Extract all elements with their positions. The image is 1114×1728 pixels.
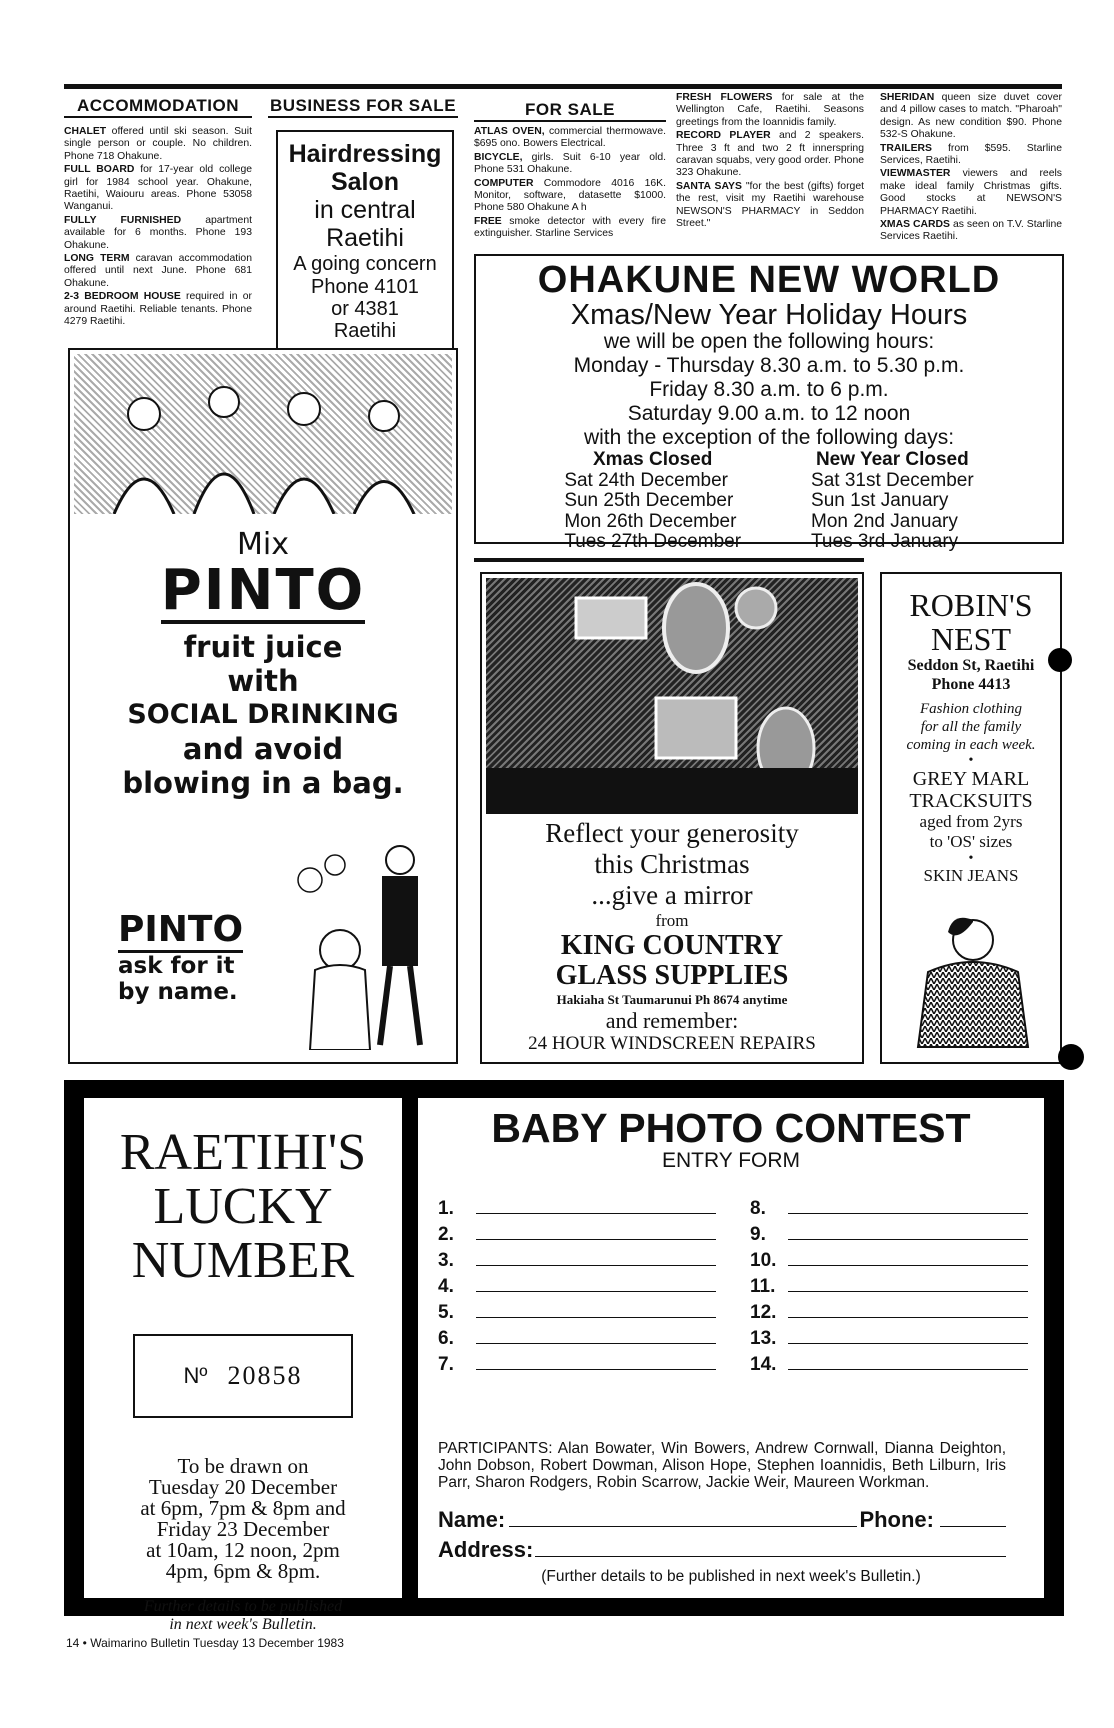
draw-line2: Tuesday 20 December <box>148 1475 338 1499</box>
classified-item <box>676 181 864 231</box>
classified-text: commercial thermowave. $695 ono. Bowers Electrical. <box>474 126 666 150</box>
classified-lead: FULL BOARD <box>64 164 135 176</box>
robins-item1a: GREY MARL <box>912 768 1030 790</box>
phone-field[interactable] <box>940 1525 1006 1527</box>
entry-blank-field[interactable] <box>788 1264 1028 1266</box>
classified-item <box>64 164 252 214</box>
robins-item3: SKIN JEANS <box>923 866 1019 885</box>
new-world-ad <box>474 254 1064 552</box>
glass-from: from <box>655 911 689 930</box>
number-label: Nº <box>183 1363 208 1388</box>
glass-line2: this Christmas <box>594 849 750 879</box>
entry-number: 12. <box>750 1302 777 1323</box>
bullet-icon: • <box>968 753 974 768</box>
classified-item <box>880 168 1062 218</box>
entry-blank-field[interactable] <box>788 1342 1028 1344</box>
xmas-day: Sat 24th December <box>564 469 729 491</box>
newyear-day: Mon 2nd January <box>811 510 958 532</box>
entry-blank-field[interactable] <box>476 1368 716 1370</box>
entry-blank-field[interactable] <box>788 1316 1028 1318</box>
entries-right <box>750 1194 1028 1376</box>
draw-line3: at 6pm, 7pm & 8pm and <box>140 1496 346 1520</box>
mirror-photo <box>486 578 858 814</box>
entry-number: 14. <box>750 1354 777 1375</box>
classified-lead: CHALET <box>64 126 107 137</box>
entry-row <box>750 1298 1028 1324</box>
entry-number: 9. <box>750 1224 766 1245</box>
entry-row <box>750 1324 1028 1350</box>
new-world-line5: with the exception of the following days: <box>583 426 955 449</box>
lucky-title2: LUCKY <box>153 1178 333 1235</box>
entry-row <box>438 1220 716 1246</box>
party-crowd-svg <box>74 354 452 514</box>
classified-lead: COMPUTER <box>474 177 534 189</box>
newyear-day: Sun 1st January <box>811 490 949 511</box>
page-footer: 14 • Waimarino Bulletin Tuesday 13 December 1983 <box>66 1636 344 1650</box>
draw-line4: Friday 23 December <box>156 1517 330 1541</box>
robins-tag1: Fashion clothing <box>919 701 1023 717</box>
classified-item <box>64 215 252 252</box>
classified-lead: VIEWMASTER <box>880 168 951 180</box>
classified-item <box>474 126 666 151</box>
classified-lead: SHERIDAN <box>880 92 935 103</box>
pinto-logo: PINTO <box>160 558 366 623</box>
phone-label: Phone: <box>859 1507 934 1532</box>
classified-item <box>474 178 666 215</box>
new-world-subtitle: Xmas/New Year Holiday Hours <box>570 299 968 331</box>
entry-number: 10. <box>750 1250 777 1271</box>
lucky-number-box <box>133 1334 353 1418</box>
entry-row <box>438 1246 716 1272</box>
entry-number: 3. <box>438 1250 454 1271</box>
address-label: Address: <box>438 1537 534 1562</box>
pinto-line2: with <box>227 664 299 698</box>
glass-name2: GLASS SUPPLIES <box>555 960 789 991</box>
for-sale-list-3 <box>880 92 1062 245</box>
classified-lead: 2-3 BEDROOM HOUSE <box>64 291 181 303</box>
entry-number: 6. <box>438 1328 454 1349</box>
classified-lead: FREE <box>474 215 502 227</box>
entry-blank-field[interactable] <box>476 1238 716 1240</box>
entry-row <box>750 1194 1028 1220</box>
hairdressing-title: Hairdressing <box>288 140 442 168</box>
glass-repairs: 24 HOUR WINDSCREEN REPAIRS <box>528 1033 816 1054</box>
binding-hole <box>1048 648 1072 672</box>
baby-photo-contest-panel <box>418 1098 1044 1598</box>
new-world-line3: Friday 8.30 a.m. to 6 p.m. <box>649 378 889 401</box>
hairdressing-line4: Phone 4101 <box>311 276 419 298</box>
pinto-mix: Mix <box>237 527 289 562</box>
newyear-day: Tues 3rd January <box>811 531 959 552</box>
newyear-day: Sat 31st December <box>811 469 974 491</box>
classified-text: viewers and reels make ideal family Christmas gifts. Good stocks at NEWSON'S PHARMACY Raetihi. <box>880 168 1062 217</box>
classified-text: Commodore 4016 16K. Monitor, software, datasette $1000. Phone 580 Ohakune A h <box>474 177 666 214</box>
name-label: Name: <box>438 1507 506 1532</box>
classified-item <box>64 291 252 328</box>
xmas-closed-list <box>564 450 741 553</box>
entry-number: 11. <box>750 1276 776 1297</box>
entry-blank-field[interactable] <box>788 1238 1028 1240</box>
entry-row <box>750 1246 1028 1272</box>
classified-lead: SANTA SAYS <box>676 180 742 192</box>
entry-number: 5. <box>438 1302 454 1323</box>
classified-item <box>474 152 666 177</box>
name-field[interactable] <box>509 1525 857 1527</box>
entry-blank-field[interactable] <box>476 1212 716 1214</box>
hairdressing-ad <box>276 130 454 350</box>
entry-number: 8. <box>750 1198 766 1219</box>
for-sale-list-2 <box>676 92 864 231</box>
pinto-line4: and avoid <box>182 732 344 766</box>
classified-lead: TRAILERS <box>880 142 932 154</box>
classified-lead: ATLAS OVEN, <box>474 126 545 137</box>
classified-text: "for the best (gifts) forget the rest, visit my Raetihi warehouse NEWSON'S PHARMACY in Seddon Street." <box>676 180 864 230</box>
draw-line5: at 10am, 12 noon, 2pm <box>146 1538 340 1562</box>
classified-item <box>64 253 252 290</box>
glass-address: Hakiaha St Taumarunui Ph 8674 anytime <box>556 992 788 1007</box>
address-field[interactable] <box>535 1555 1006 1557</box>
classified-lead: FRESH FLOWERS <box>676 92 773 103</box>
top-rule <box>64 84 1062 89</box>
for-sale-column <box>474 96 666 242</box>
xmas-day: Sun 25th December <box>564 490 734 511</box>
robins-item2b: to 'OS' sizes <box>929 832 1013 851</box>
robins-street: Seddon St, Raetihi <box>907 657 1035 674</box>
xmas-day: Tues 27th December <box>564 531 742 552</box>
for-sale-heading: FOR SALE <box>474 100 666 122</box>
contest-subtitle: ENTRY FORM <box>661 1149 801 1172</box>
glass-name1: KING COUNTRY <box>560 930 784 961</box>
entry-row <box>750 1272 1028 1298</box>
hairdressing-line5: or 4381 <box>331 298 399 320</box>
classified-item <box>64 126 252 163</box>
entry-row <box>750 1350 1028 1376</box>
classified-lead: LONG TERM <box>64 253 130 265</box>
robins-tag3: coming in each week. <box>906 737 1036 753</box>
binding-hole <box>1058 1044 1084 1070</box>
accommodation-heading: ACCOMMODATION <box>64 96 252 118</box>
classified-item <box>474 216 666 241</box>
entry-blank-field[interactable] <box>788 1212 1028 1214</box>
robins-item1b: TRACKSUITS <box>909 790 1033 812</box>
pinto-line1: fruit juice <box>183 630 343 664</box>
classified-text: smoke detector with every fire extinguisher. Starline Services <box>474 215 666 240</box>
classified-text: queen size duvet cover and 4 pillow cases to match. "Pharoah" design. As new condition $90. Phone 532-S Ohakune. <box>880 92 1062 141</box>
entry-number: 1. <box>438 1198 454 1219</box>
bullet-icon: • <box>968 851 974 866</box>
draw-line6: 4pm, 6pm & 8pm. <box>165 1559 321 1583</box>
lucky-footnote1: Further details to be published <box>143 1598 343 1615</box>
lucky-number: 20858 <box>227 1361 303 1390</box>
glass-supplies-ad <box>480 572 864 1064</box>
newyear-closed-list <box>811 450 974 553</box>
lucky-footnote2: in next week's Bulletin. <box>169 1616 317 1633</box>
robins-title2: NEST <box>931 621 1011 657</box>
business-heading: BUSINESS FOR SALE <box>268 96 458 118</box>
classified-text: for sale at the Wellington Cafe, Raetihi. Seasons greetings from the Ioannidis family. <box>676 92 864 128</box>
pinto-logo-small: PINTO <box>118 910 243 953</box>
entries-left <box>438 1194 716 1376</box>
classified-text: girls. Suit 6-10 year old. Phone 531 Ohakune. <box>474 151 666 176</box>
hairdressing-line3: A going concern <box>293 253 437 275</box>
classified-text: apartment available for 6 months. Phone 193 Ohakune. <box>64 214 252 251</box>
entry-row <box>750 1220 1028 1246</box>
xmas-closed-heading: Xmas Closed <box>593 449 713 470</box>
robins-tag2: for all the family <box>920 719 1022 735</box>
entry-blank-field[interactable] <box>476 1342 716 1344</box>
classified-lead: XMAS CARDS <box>880 219 950 231</box>
address-row <box>438 1537 1006 1563</box>
entry-columns <box>438 1194 1028 1376</box>
lucky-title1: RAETIHI'S <box>119 1124 367 1181</box>
contest-title: BABY PHOTO CONTEST <box>491 1105 971 1151</box>
classified-text: for 17-year old college girl for 1984 school year. Ohakune, Raetihi, Waiouru areas. Phone 53058 Wanganui. <box>64 164 253 213</box>
robins-item2a: aged from 2yrs <box>919 812 1023 831</box>
entry-blank-field[interactable] <box>476 1290 716 1292</box>
entry-row <box>438 1350 716 1376</box>
classified-text: required in or around Raetihi. Reliable tenants. Phone 4279 Raetihi. <box>64 291 252 328</box>
pinto-line3: SOCIAL DRINKING <box>127 699 399 730</box>
classified-text: from $595. Starline Services, Raetihi. <box>880 142 1062 167</box>
closed-days <box>476 450 1062 553</box>
classified-item <box>880 219 1062 244</box>
newyear-closed-heading: New Year Closed <box>815 449 969 470</box>
classified-lead: FULLY FURNISHED <box>64 214 182 226</box>
hairdressing-line1: in central <box>314 196 416 224</box>
entry-number: 7. <box>438 1354 454 1375</box>
accommodation-column <box>64 96 252 330</box>
entry-blank-field[interactable] <box>476 1316 716 1318</box>
robins-title1: ROBIN'S <box>909 587 1033 623</box>
entry-blank-field[interactable] <box>788 1290 1028 1292</box>
glass-line3: ...give a mirror <box>591 880 753 910</box>
knitwear-model-illustration <box>898 912 1048 1052</box>
classified-lead: RECORD PLAYER <box>676 130 771 142</box>
entry-row <box>438 1298 716 1324</box>
dancing-couple-illustration <box>270 820 450 1050</box>
lucky-number-panel <box>84 1098 402 1633</box>
entry-blank-field[interactable] <box>788 1368 1028 1370</box>
classified-item <box>880 143 1062 168</box>
party-illustration <box>74 354 452 514</box>
hairdressing-line6: Raetihi <box>333 320 397 342</box>
new-world-line4: Saturday 9.00 a.m. to 12 noon <box>627 402 911 425</box>
classified-item <box>676 130 864 180</box>
pinto-line5: blowing in a bag. <box>122 766 404 800</box>
entry-number: 2. <box>438 1224 454 1245</box>
hairdressing-title2: Salon <box>330 168 400 196</box>
glass-line1: Reflect your generosity <box>545 818 799 848</box>
entry-row <box>438 1194 716 1220</box>
classified-text: caravan accommodation offered until next June. Phone 681 Ohakune. <box>64 253 252 289</box>
entry-number: 4. <box>438 1276 454 1297</box>
mirror-ad-top-rule <box>474 558 864 562</box>
classified-item <box>676 92 864 129</box>
business-column <box>268 96 458 350</box>
new-world-line2: Monday - Thursday 8.30 a.m. to 5.30 p.m. <box>573 354 965 377</box>
new-world-title: OHAKUNE NEW WORLD <box>537 259 1001 301</box>
classified-text: offered until ski season. Suit single person or couple. No children. Phone 718 Ohakune. <box>64 126 252 162</box>
hairdressing-line2: Raetihi <box>326 224 404 252</box>
robins-nest-ad <box>880 572 1062 1064</box>
contest-note: (Further details to be published in next week's Bulletin.) <box>541 1568 921 1585</box>
robins-phone: Phone 4413 <box>931 676 1011 693</box>
draw-line1: To be drawn on <box>177 1454 309 1478</box>
for-sale-list-1 <box>474 126 666 241</box>
participants: PARTICIPANTS: Alan Bowater, Win Bowers, Andrew Cornwall, Dianna Deighton, John Dobson, Robert Dowman, Alison Hope, Stephen Ioannidis, Beth Lilburn, Iris Parr, Sharon Rodgers, Robin Scarrow, Jackie Weir, Maureen Workman. <box>438 1440 1006 1491</box>
classified-text: and 2 speakers. Three 3 ft and two 2 ft innerspring caravan squabs, very good order. Phone 323 Ohakune. <box>676 130 864 179</box>
xmas-day: Mon 26th December <box>564 510 737 532</box>
lucky-title3: NUMBER <box>131 1232 355 1289</box>
classified-lead: BICYCLE, <box>474 151 523 163</box>
mirror-shapes <box>486 578 858 814</box>
new-world-line1: we will be open the following hours: <box>603 330 935 353</box>
name-phone-row <box>438 1507 1006 1533</box>
entry-blank-field[interactable] <box>476 1264 716 1266</box>
entry-row <box>438 1272 716 1298</box>
glass-remember: and remember: <box>605 1008 739 1033</box>
pinto-ask2: by name. <box>118 979 238 1005</box>
entry-row <box>438 1324 716 1350</box>
pinto-ad <box>68 348 458 1064</box>
pinto-ask1: ask for it <box>118 953 235 979</box>
classified-text: as seen on T.V. Starline Services Raetihi. <box>880 219 1062 243</box>
accommodation-list <box>64 126 252 329</box>
classified-item <box>880 92 1062 142</box>
entry-number: 13. <box>750 1328 777 1349</box>
